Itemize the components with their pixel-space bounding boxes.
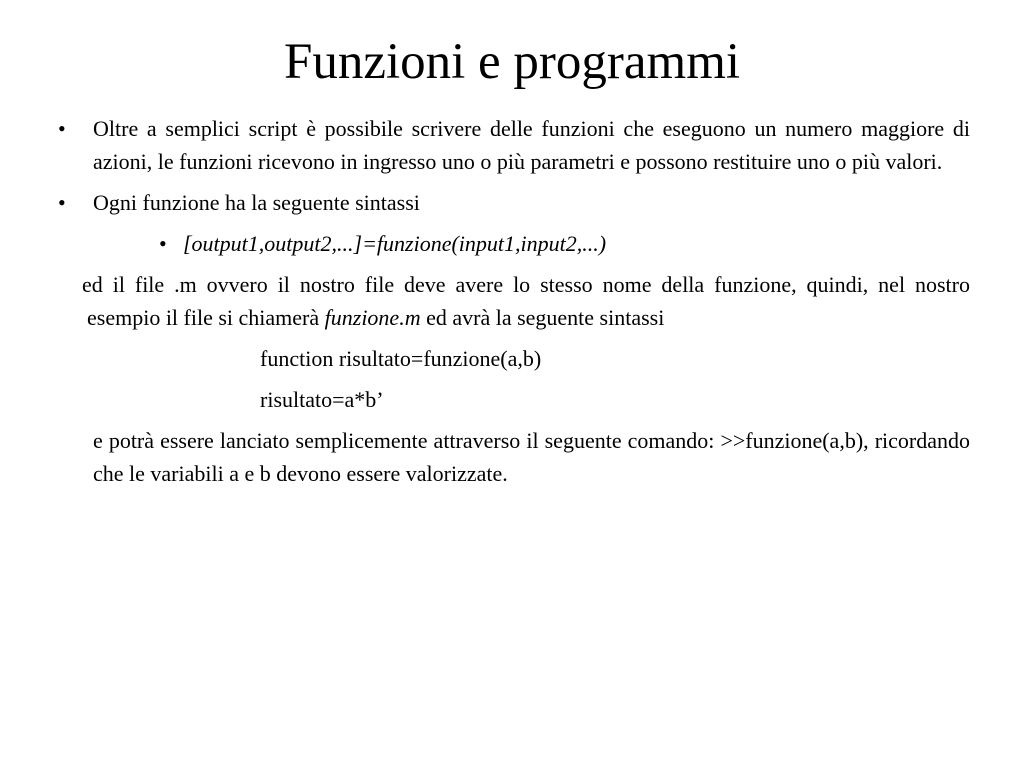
bullet-text: Oltre a semplici script è possibile scrivere delle funzioni che eseguono un numero maggiore di azioni, le funzioni ricevono in ingresso uno o più parametri e possono restituire uno o più valori. (93, 116, 970, 174)
bullet-mark: • (58, 116, 66, 141)
bullet-mark: • (58, 190, 66, 215)
bullet-item (56, 112, 970, 178)
bullet-mark: • (159, 231, 167, 256)
slide-title: Funzioni e programmi (283, 34, 741, 90)
bullet-item (56, 186, 970, 219)
paragraph-text-end: ed avrà la seguente sintassi (420, 305, 665, 330)
slide-body (56, 112, 970, 490)
syntax-text: [output1,output2,...]=funzione(input1,input2,...) (183, 231, 607, 256)
filename-text: funzione.m (324, 305, 421, 330)
code-line: function risultato=funzione(a,b) (260, 346, 542, 371)
paragraph (56, 268, 970, 334)
code-line: risultato=a*b’ (260, 387, 384, 412)
paragraph-text-start: ed il file .m ovvero il nostro file deve avere lo stesso nome della funzione, quindi, nel nostro esempio il file si chiamerà (82, 272, 970, 330)
sub-bullet-item (56, 227, 970, 260)
bullet-text: Ogni funzione ha la seguente sintassi (93, 190, 420, 215)
paragraph: e potrà essere lanciato semplicemente attraverso il seguente comando: >>funzione(a,b), ricordando che le variabili a e b devono essere valorizzate. (93, 428, 970, 486)
